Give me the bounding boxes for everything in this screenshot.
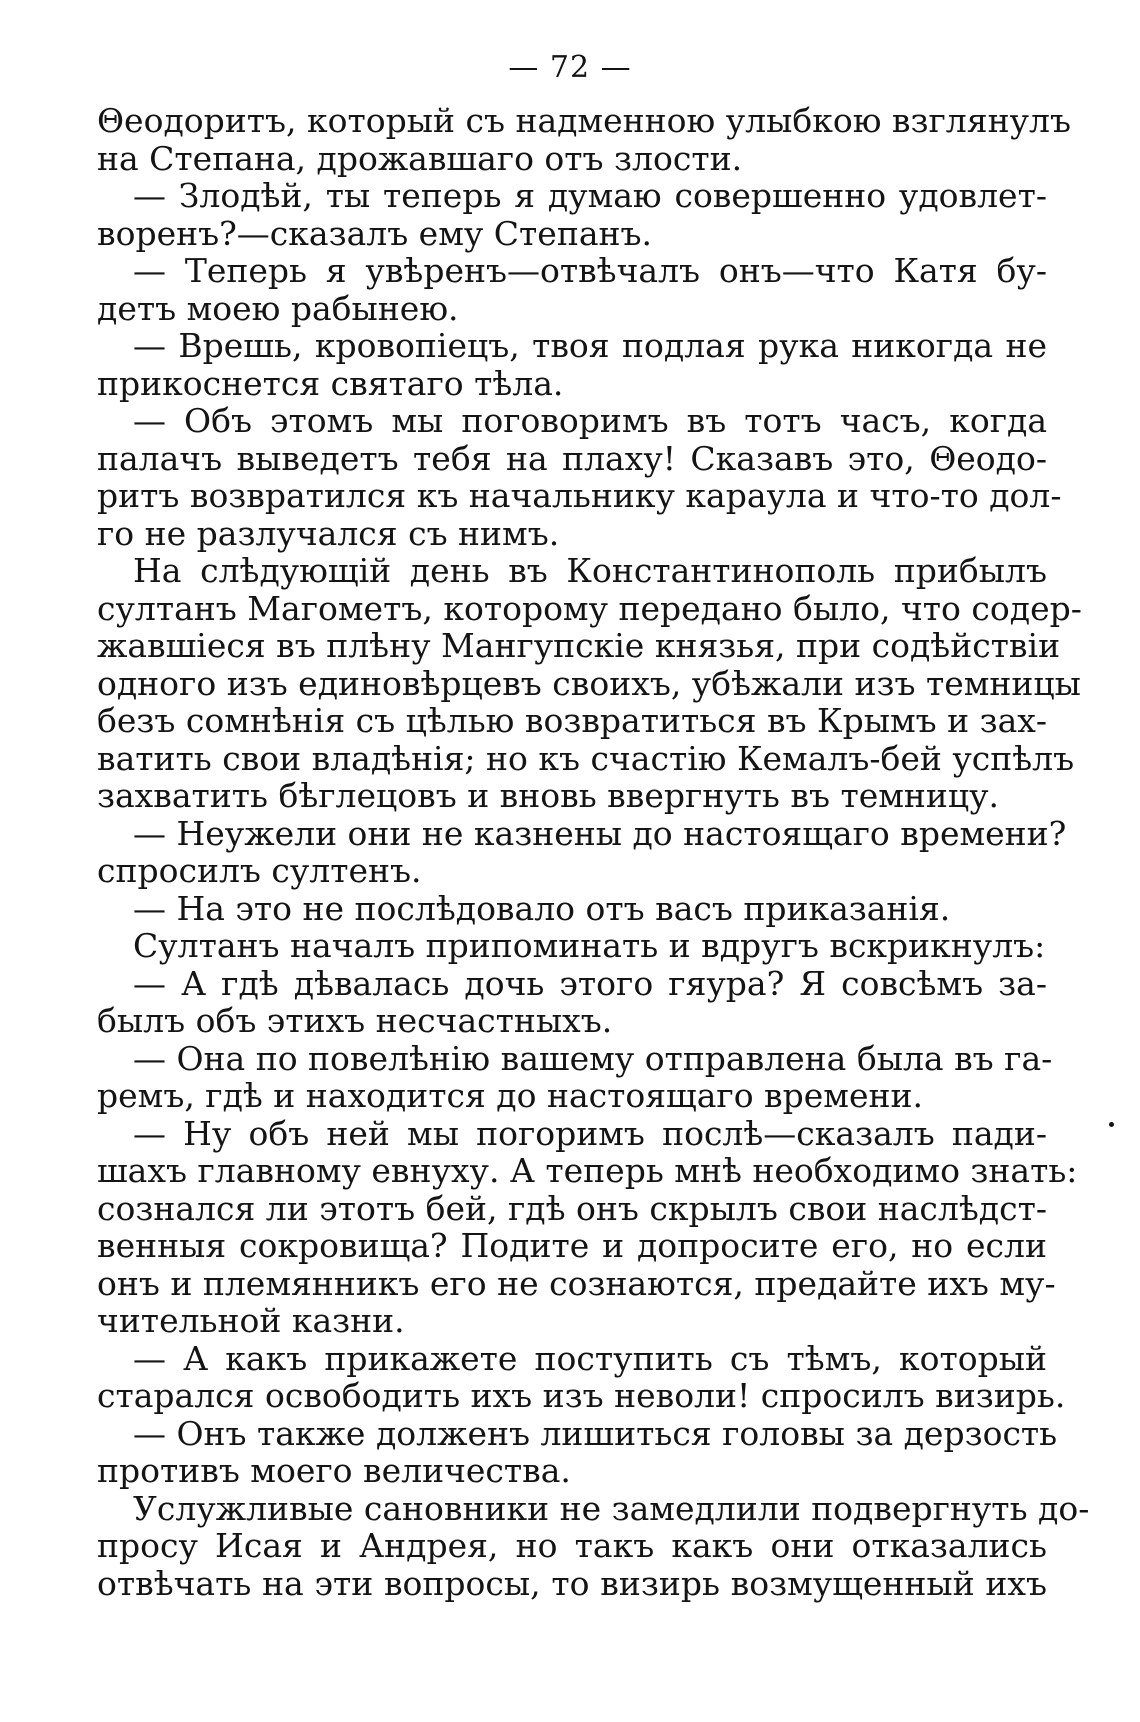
text-line: Θеодоритъ, который съ надменною улыбкою взглянулъ [97, 101, 1071, 140]
text-line: Услужливые сановники не замедлили подвергнуть до- [133, 1488, 1090, 1528]
text-line: детъ моею рабынею. [97, 288, 459, 328]
page-number: — 72 — [508, 50, 632, 85]
text-line: — Врешь, кровопіецъ, твоя подлая рука никогда не [133, 326, 1047, 365]
text-line: го не разлучался съ нимъ. [97, 513, 560, 553]
body-text [97, 101, 1090, 1603]
text-line: на Степана, дрожавшаго отъ злости. [97, 138, 743, 178]
text-line: прикоснется святаго тѣла. [97, 363, 564, 403]
text-line: На слѣдующій день въ Константинополь прибылъ [133, 551, 1047, 590]
text-line: — Неужели они не казнены до настоящаго времени? [133, 813, 1067, 853]
text-line: Султанъ началъ припоминать и вдругъ вскрикнулъ: [133, 926, 1046, 965]
text-line: одного изъ единовѣрцевъ своихъ, убѣжали изъ темницы [97, 663, 1081, 703]
text-line: — А гдѣ дѣвалась дочь этого гяура? Я совсѣмъ за- [133, 963, 1047, 1003]
text-line: — Онъ также долженъ лишиться головы за дерзость [133, 1413, 1058, 1453]
text-line: — Объ этомъ мы поговоримъ въ тотъ часъ, когда [133, 401, 1047, 440]
text-line: ремъ, гдѣ и находится до настоящаго времени. [97, 1076, 923, 1115]
text-line: — На это не послѣдовало отъ васъ приказанія. [133, 888, 951, 928]
text-line: жавшіеся въ плѣну Мангупскіе князья, при содѣйствіи [97, 626, 1061, 665]
text-line: былъ объ этихъ несчастныхъ. [97, 1001, 613, 1040]
text-line: шахъ главному евнуху. А теперь мнѣ необходимо знать: [97, 1151, 1078, 1190]
text-line: чительной казни. [97, 1301, 405, 1340]
text-line: — Ну объ ней мы погоримъ послѣ—сказалъ пади- [133, 1113, 1047, 1153]
text-line: ватить свои владѣнія; но къ счастію Кемалъ-бей успѣлъ [97, 738, 1075, 778]
text-line: султанъ Магометъ, которому передано было, что содер- [97, 588, 1082, 628]
text-line: противъ моего величества. [97, 1451, 571, 1490]
margin-dot [1109, 1122, 1114, 1127]
text-line: отвѣчать на эти вопросы, то визирь возмущенный ихъ [97, 1563, 1047, 1603]
text-line: ритъ возвратился къ начальнику караула и что-то дол- [97, 476, 1062, 515]
text-line: венныя сокровища? Подите и допросите его, но если [97, 1226, 1047, 1265]
text-line: палачъ выведетъ тебя на плаху! Сказавъ это, Θеодо- [97, 438, 1047, 478]
text-line: просу Исая и Андрея, но такъ какъ они отказались [97, 1526, 1047, 1565]
text-line: — А какъ прикажете поступить съ тѣмъ, который [133, 1338, 1047, 1378]
text-line: спросилъ султенъ. [97, 851, 422, 890]
text-line: безъ сомнѣнія съ цѣлью возвратиться въ Крымъ и зах- [97, 701, 1048, 740]
text-line: воренъ?—сказалъ ему Степанъ. [97, 213, 652, 253]
text-line: — Она по повелѣнію вашему отправлена была въ га- [133, 1038, 1053, 1078]
text-line: старался освободить ихъ изъ неволи! спросилъ визирь. [97, 1376, 1066, 1415]
text-line: сознался ли этотъ бей, гдѣ онъ скрылъ свои наслѣдст- [97, 1188, 1047, 1228]
text-line: — Злодѣй, ты теперь я думаю совершенно удовлет- [133, 176, 1047, 215]
text-line: — Теперь я увѣренъ—отвѣчалъ онъ—что Катя бу- [133, 251, 1047, 290]
text-line: захватить бѣглецовъ и вновь ввергнуть въ темницу. [97, 776, 1000, 815]
text-line: онъ и племянникъ его не сознаются, предайте ихъ му- [97, 1263, 1056, 1303]
